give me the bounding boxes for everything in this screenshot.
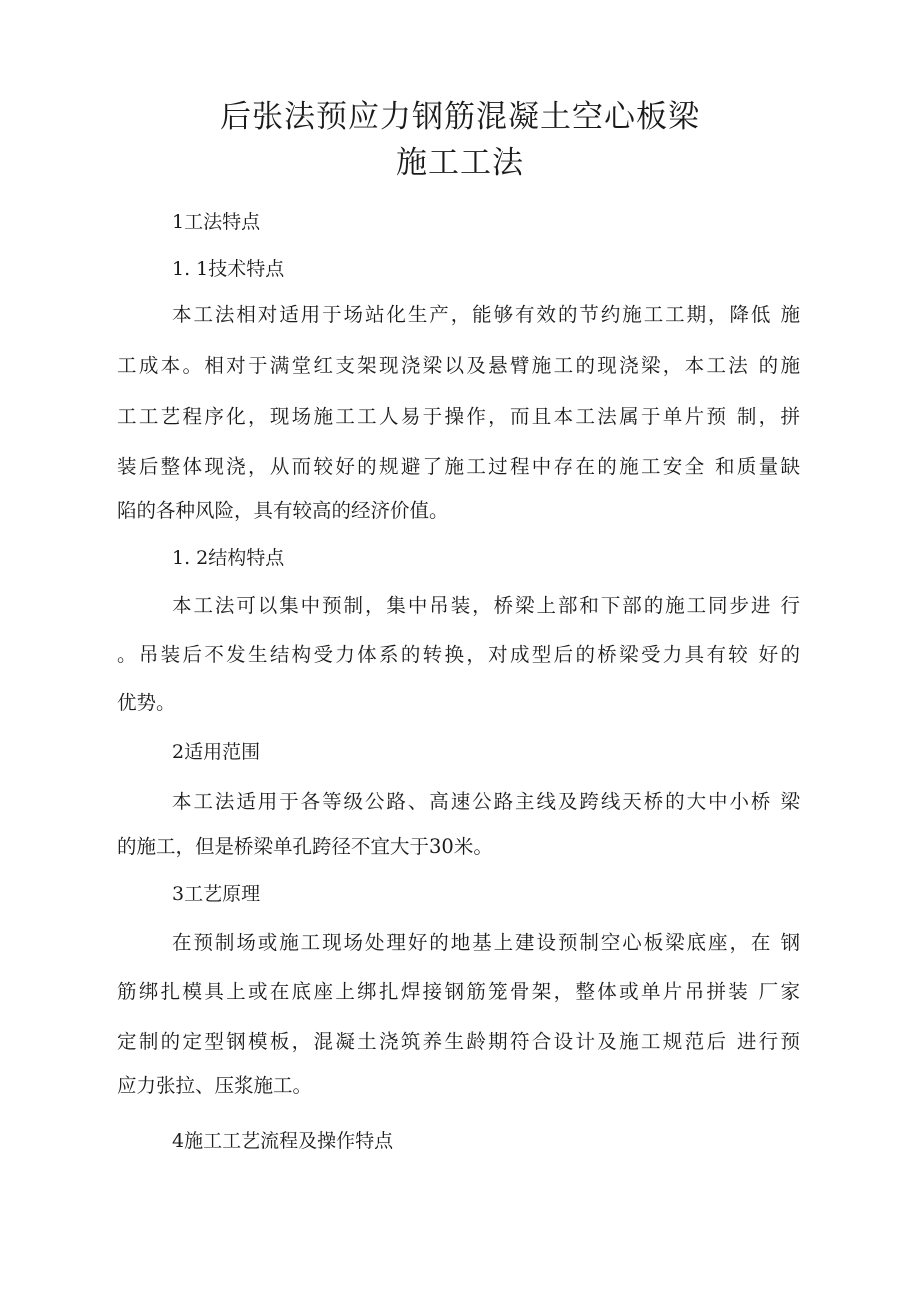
paragraph-line: 优势。 [117, 691, 176, 714]
section-heading-4: 4施工工艺流程及操作特点 [172, 1130, 394, 1152]
section-heading-1-2: 1. 2结构特点 [172, 547, 285, 569]
paragraph-line: 筋绑扎模具上或在底座上绑扎焊接钢筋笼骨架，整体或单片吊拼装 厂家 [117, 980, 800, 1003]
paragraph-line: 的施工，但是桥梁单孔跨径不宜大于30米。 [117, 835, 493, 858]
paragraph-line: 在预制场或施工现场处理好的地基上建设预制空心板梁底座，在 钢 [172, 931, 800, 954]
paragraph-line: 定制的定型钢模板，混凝土浇筑养生龄期符合设计及施工规范后 进行预 [117, 1030, 800, 1053]
section-heading-1: 1工法特点 [172, 211, 261, 233]
paragraph-line: 本工法可以集中预制，集中吊装，桥梁上部和下部的施工同步进 行 [172, 594, 800, 617]
paragraph-line: 本工法相对适用于场站化生产，能够有效的节约施工工期，降低 施 [172, 303, 800, 326]
paragraph-line: 装后整体现浇，从而较好的规避了施工过程中存在的施工安全 和质量缺 [117, 455, 800, 478]
document-title-line-2: 施工工法 [396, 145, 524, 181]
paragraph-line: 工工艺程序化，现场施工工人易于操作，而且本工法属于单片预 制，拼 [117, 405, 800, 428]
paragraph-line: 。吊装后不发生结构受力体系的转换，对成型后的桥梁受力具有较 好的 [117, 643, 800, 666]
paragraph-line: 陷的各种风险，具有较高的经济价值。 [117, 499, 449, 522]
section-heading-1-1: 1. 1技术特点 [172, 258, 285, 280]
paragraph-line: 本工法适用于各等级公路、高速公路主线及跨线天桥的大中小桥 梁 [172, 790, 800, 813]
document-title-line-1: 后张法预应力钢筋混凝土空心板梁 [220, 99, 700, 135]
paragraph-line: 应力张拉、压浆施工。 [117, 1074, 313, 1097]
section-heading-3: 3工艺原理 [172, 883, 261, 905]
section-heading-2: 2适用范围 [172, 741, 261, 763]
paragraph-line: 工成本。相对于满堂红支架现浇梁以及悬臂施工的现浇梁，本工法 的施 [117, 354, 800, 377]
